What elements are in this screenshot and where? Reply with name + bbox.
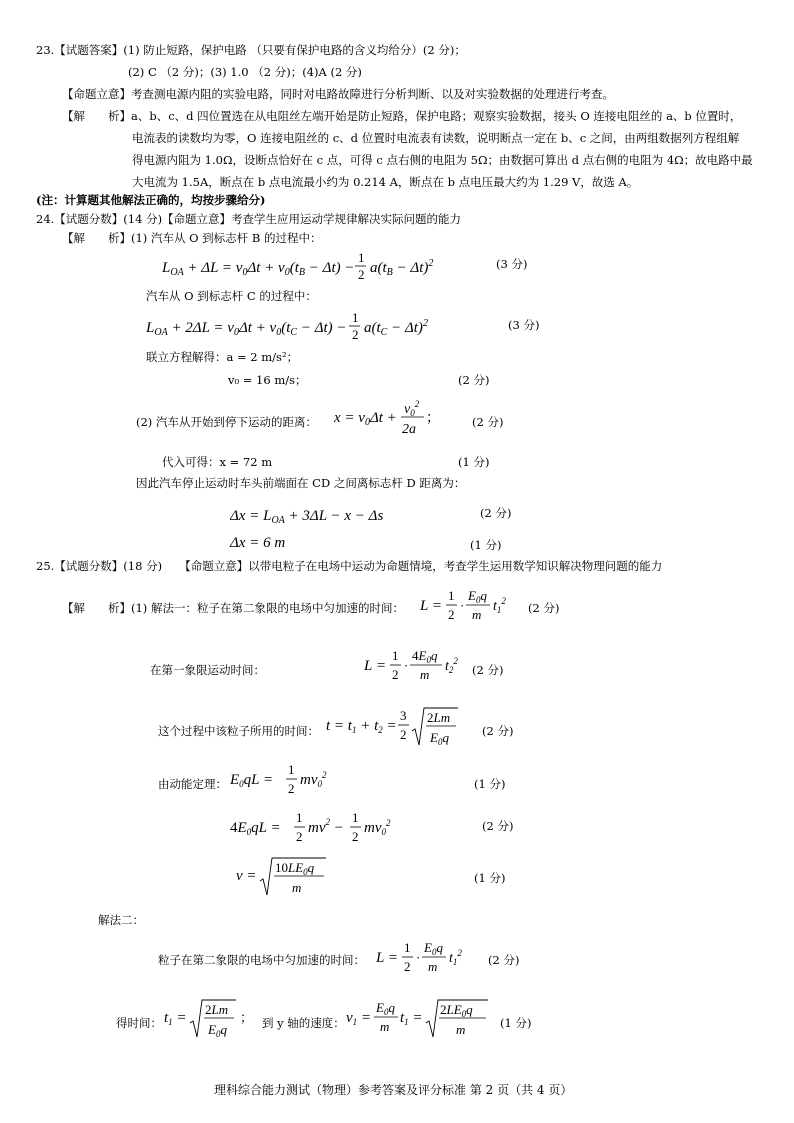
- q25-eq4-svg: [230, 760, 340, 802]
- q25-eq3-svg: [326, 704, 466, 752]
- q25-equation-5: [230, 808, 410, 853]
- svg-text:2Lm: 2Lm: [205, 1002, 229, 1017]
- q24-solve: 联立方程解得：a = 2 m/s²；: [146, 350, 299, 364]
- q24-eq4-svg: [230, 502, 410, 528]
- q24-equation-4: [230, 502, 410, 533]
- q25-eq2-svg: [364, 646, 474, 688]
- svg-text:1: 1: [288, 762, 295, 777]
- svg-text:v02: $v_0^2$: [404, 399, 420, 418]
- page-footer: 理科综合能力测试（物理）参考答案及评分标准 第 2 页（共 4 页）: [214, 1083, 573, 1097]
- q24-eq1-score: (3 分): [496, 257, 528, 271]
- svg-text:2: 2: [448, 607, 455, 622]
- q25-eq4-score: (1 分): [474, 777, 506, 791]
- svg-text:E0q: $E_0q$: [424, 940, 443, 957]
- svg-text:2: 2: [288, 781, 295, 796]
- q24-result-x: 代入可得：x = 72 m: [162, 455, 273, 469]
- q24-header: 24.【试题分数】(14 分)【命题立意】考查学生应用运动学规律解决实际问题的能力: [36, 212, 462, 226]
- svg-text:t12: $t_1^2$: [493, 596, 506, 615]
- q25-eq1-score: (2 分): [528, 601, 560, 615]
- svg-text:Δx = LOA + 3ΔL − x − Δs: $\Delta x = L_{OA} + 3\Delta L - x - \Delta s$: [230, 508, 384, 526]
- grading-note: (注：计算题其他解法正确的，均按步骤给分): [36, 193, 266, 207]
- q23-intent: 【命题立意】考查测电源内阻的实验电路，同时对电路故障进行分析判断、以及对实验数据的处理进行考查。: [62, 87, 614, 101]
- svg-text:v1 =: $v_1$ =: [346, 1010, 372, 1027]
- svg-text:E0q: $E_0q$: [208, 1022, 227, 1039]
- q25-energy-theorem: 由动能定理：: [158, 777, 227, 791]
- svg-text:1: 1: [404, 940, 411, 955]
- svg-text:m: m: [472, 607, 482, 622]
- svg-text:1: 1: [392, 648, 399, 663]
- q23-answer-line: 23.【试题答案】(1) 防止短路，保护电路 （只要有保护电路的含义均给分）(2 分)；: [36, 43, 466, 57]
- svg-text:2: 2: [400, 727, 407, 742]
- q25-equation-2: [364, 646, 474, 691]
- svg-text:2: 2: [352, 327, 359, 342]
- svg-text:t = t1 + t2 =: $t = t_1 + t_2$ =: [326, 718, 397, 735]
- q25-quadrant1-time: 在第一象限运动时间：: [150, 663, 265, 677]
- svg-text:2: 2: [352, 829, 359, 844]
- q23-analysis-line3: 得电源内阻为 1.0Ω，设断点恰好在 c 点，可得 c 点右侧的电阻为 5Ω；由数据可算出 d 点右侧的电阻为 4Ω；故电路中最: [132, 153, 753, 167]
- q25-equation-1: [420, 586, 520, 631]
- q24-eq4-score: (2 分): [480, 506, 512, 520]
- q25-eq5-score: (2 分): [482, 819, 514, 833]
- svg-text:mv02: $mv_0^2$: [300, 770, 327, 789]
- svg-text:t1 =: $t_1$ =: [400, 1010, 423, 1027]
- svg-text:t22: $t_2^2$: [445, 656, 458, 675]
- q25-equation-3: [326, 704, 466, 755]
- q25-eq6-svg: [236, 854, 336, 900]
- q25-method2-title: 解法二：: [98, 913, 144, 927]
- svg-text:m: m: [380, 1019, 390, 1034]
- q25-equation-9: [346, 996, 496, 1047]
- svg-text:10LE0q: $10LE_0q$: [275, 860, 315, 877]
- q25-total-time-intro: 这个过程中该粒子所用的时间：: [158, 724, 319, 738]
- svg-text:E0q: $E_0q$: [468, 588, 487, 605]
- q24-eq2-svg: [146, 310, 456, 342]
- q25-eq7-svg: [376, 938, 476, 980]
- q24-eq1-svg: [162, 250, 462, 282]
- svg-text:x = v0Δt +: $x = v_0\Delta t$ +: [334, 410, 397, 428]
- q25-eq2-score: (2 分): [472, 663, 504, 677]
- q24-eq3-svg: [334, 396, 444, 442]
- svg-text:m: m: [428, 959, 438, 974]
- svg-text:·: ·: [416, 950, 421, 965]
- q24-step2-intro: 汽车从 O 到标志杆 C 的过程中：: [146, 289, 317, 303]
- q24-v0-score: (2 分): [458, 373, 490, 387]
- q24-equation-1: [162, 250, 462, 285]
- svg-text:1: 1: [352, 810, 359, 825]
- svg-text:E0q: $E_0q$: [376, 1000, 395, 1017]
- q25-eq3-score: (2 分): [482, 724, 514, 738]
- svg-text:3: 3: [400, 708, 407, 723]
- q23-analysis-line2: 电流表的读数均为零，O 连接电阻丝的 c、d 位置时电流表有读数，说明断点一定在 b、c 之间，由两组数据列方程组解: [132, 131, 740, 145]
- svg-text:1: 1: [358, 250, 365, 265]
- svg-text:m: m: [292, 880, 302, 895]
- svg-text:2a: 2a: [402, 422, 416, 437]
- q25-eq9-svg: [346, 996, 496, 1044]
- q25-eq6-score: (1 分): [474, 871, 506, 885]
- svg-text:m: m: [420, 667, 430, 682]
- q25-eq9-score: (1 分): [500, 1016, 532, 1030]
- q25-velocity-label: 到 y 轴的速度：: [262, 1016, 345, 1030]
- q23-answer-line2: (2) C （2 分)；(3) 1.0 （2 分)；(4)A (2 分): [128, 65, 362, 79]
- q23-analysis-line1: 【解 析】a、b、c、d 四位置选在从电阻丝左端开始是防止短路，保护电路；观察实验数据，接头 O 连接电阻丝的 a、b 位置时，: [62, 109, 742, 123]
- svg-text:t12: $t_1^2$: [449, 948, 462, 967]
- q25-equation-8: [164, 996, 254, 1047]
- q25-eq7-score: (2 分): [488, 953, 520, 967]
- svg-text:·: ·: [460, 598, 465, 613]
- svg-text:2: 2: [392, 667, 399, 682]
- q25-time-label: 得时间：: [116, 1016, 162, 1030]
- q25-eq8-svg: [164, 996, 254, 1044]
- q24-equation-3: [334, 396, 444, 445]
- svg-text:1: 1: [352, 310, 359, 325]
- svg-text:2: 2: [358, 267, 365, 282]
- q25-equation-7: [376, 938, 476, 983]
- svg-text:L =: L =: [364, 658, 386, 674]
- svg-text:；: ；: [426, 411, 440, 426]
- q25-equation-6: [236, 854, 336, 903]
- svg-text:LOA + 2ΔL = v0Δt + v0(tC − Δt): $L_{OA} + 2\Delta L = v_0\Delta t + v_0(t_C - \Delta t)$ −: [146, 320, 347, 338]
- q24-equation-5: Δx = 6 m: [230, 535, 286, 551]
- svg-text:；: ；: [240, 1010, 254, 1025]
- svg-text:E0q: $E_0q$: [430, 730, 449, 747]
- svg-text:1: 1: [448, 588, 455, 603]
- q25-eq5-svg: [230, 808, 410, 850]
- svg-text:4E0q: $4E_0q$: [412, 648, 438, 665]
- q23-analysis-line4: 大电流为 1.5A，断点在 b 点电流最小约为 0.214 A，断点在 b 点电压最大约为 1.29 V，故选 A。: [132, 175, 639, 189]
- svg-text:2: 2: [296, 829, 303, 844]
- q24-eq2-score: (3 分): [508, 318, 540, 332]
- q25-eq1-svg: [420, 586, 520, 628]
- svg-text:a(tB − Δt)2: $a(t_B - \Delta t)^2$: [370, 258, 434, 278]
- svg-text:v =: v =: [236, 868, 257, 884]
- q24-result-x-score: (1 分): [458, 455, 490, 469]
- svg-text:E0qL =: $E_0qL$ =: [230, 772, 274, 789]
- q24-distance-intro: 因此汽车停止运动时车头前端面在 CD 之间离标志杆 D 距离为：: [136, 476, 466, 490]
- q24-eq3-score: (2 分): [472, 415, 504, 429]
- q24-v0: v₀ = 16 m/s；: [228, 373, 307, 387]
- q24-equation-2: [146, 310, 456, 345]
- q25-header: 25.【试题分数】(18 分) 【命题立意】以带电粒子在电场中运动为命题情境，考查学生运用数学知识解决物理问题的能力: [36, 559, 663, 573]
- q24-part2-intro: (2) 汽车从开始到停下运动的距离：: [136, 415, 317, 429]
- svg-text:4E0qL =: $4E_0qL$ =: [230, 820, 281, 837]
- q25-method1-intro: 【解 析】(1) 解法一：粒子在第二象限的电场中匀加速的时间：: [62, 601, 404, 615]
- svg-text:L =: L =: [376, 950, 398, 966]
- svg-text:mv2 −: $mv^2$ −: [308, 817, 344, 836]
- svg-text:LOA + ΔL = v0Δt + v0(tB − Δt): $L_{OA} + \Delta L = v_0\Delta t + v_0(t_B - \Delta t)$ −: [162, 260, 355, 278]
- svg-text:a(tC − Δt)2: $a(t_C - \Delta t)^2$: [364, 318, 428, 338]
- q24-analysis-intro: 【解 析】(1) 汽车从 O 到标志杆 B 的过程中：: [62, 231, 322, 245]
- svg-text:2: 2: [404, 959, 411, 974]
- svg-text:1: 1: [296, 810, 303, 825]
- svg-text:2Lm: 2Lm: [427, 710, 451, 725]
- svg-text:t1 =: $t_1$ =: [164, 1010, 187, 1027]
- q25-method2-intro: 粒子在第二象限的电场中匀加速的时间：: [158, 953, 365, 967]
- svg-text:mv02: $mv_0^2$: [364, 818, 391, 837]
- q25-equation-4: [230, 760, 340, 805]
- svg-text:m: m: [456, 1022, 466, 1037]
- svg-text:2LE0q: $2LE_0q$: [440, 1002, 473, 1019]
- svg-text:·: ·: [404, 658, 409, 673]
- q24-eq5-score: (1 分): [470, 538, 502, 552]
- svg-text:L =: L =: [420, 598, 442, 614]
